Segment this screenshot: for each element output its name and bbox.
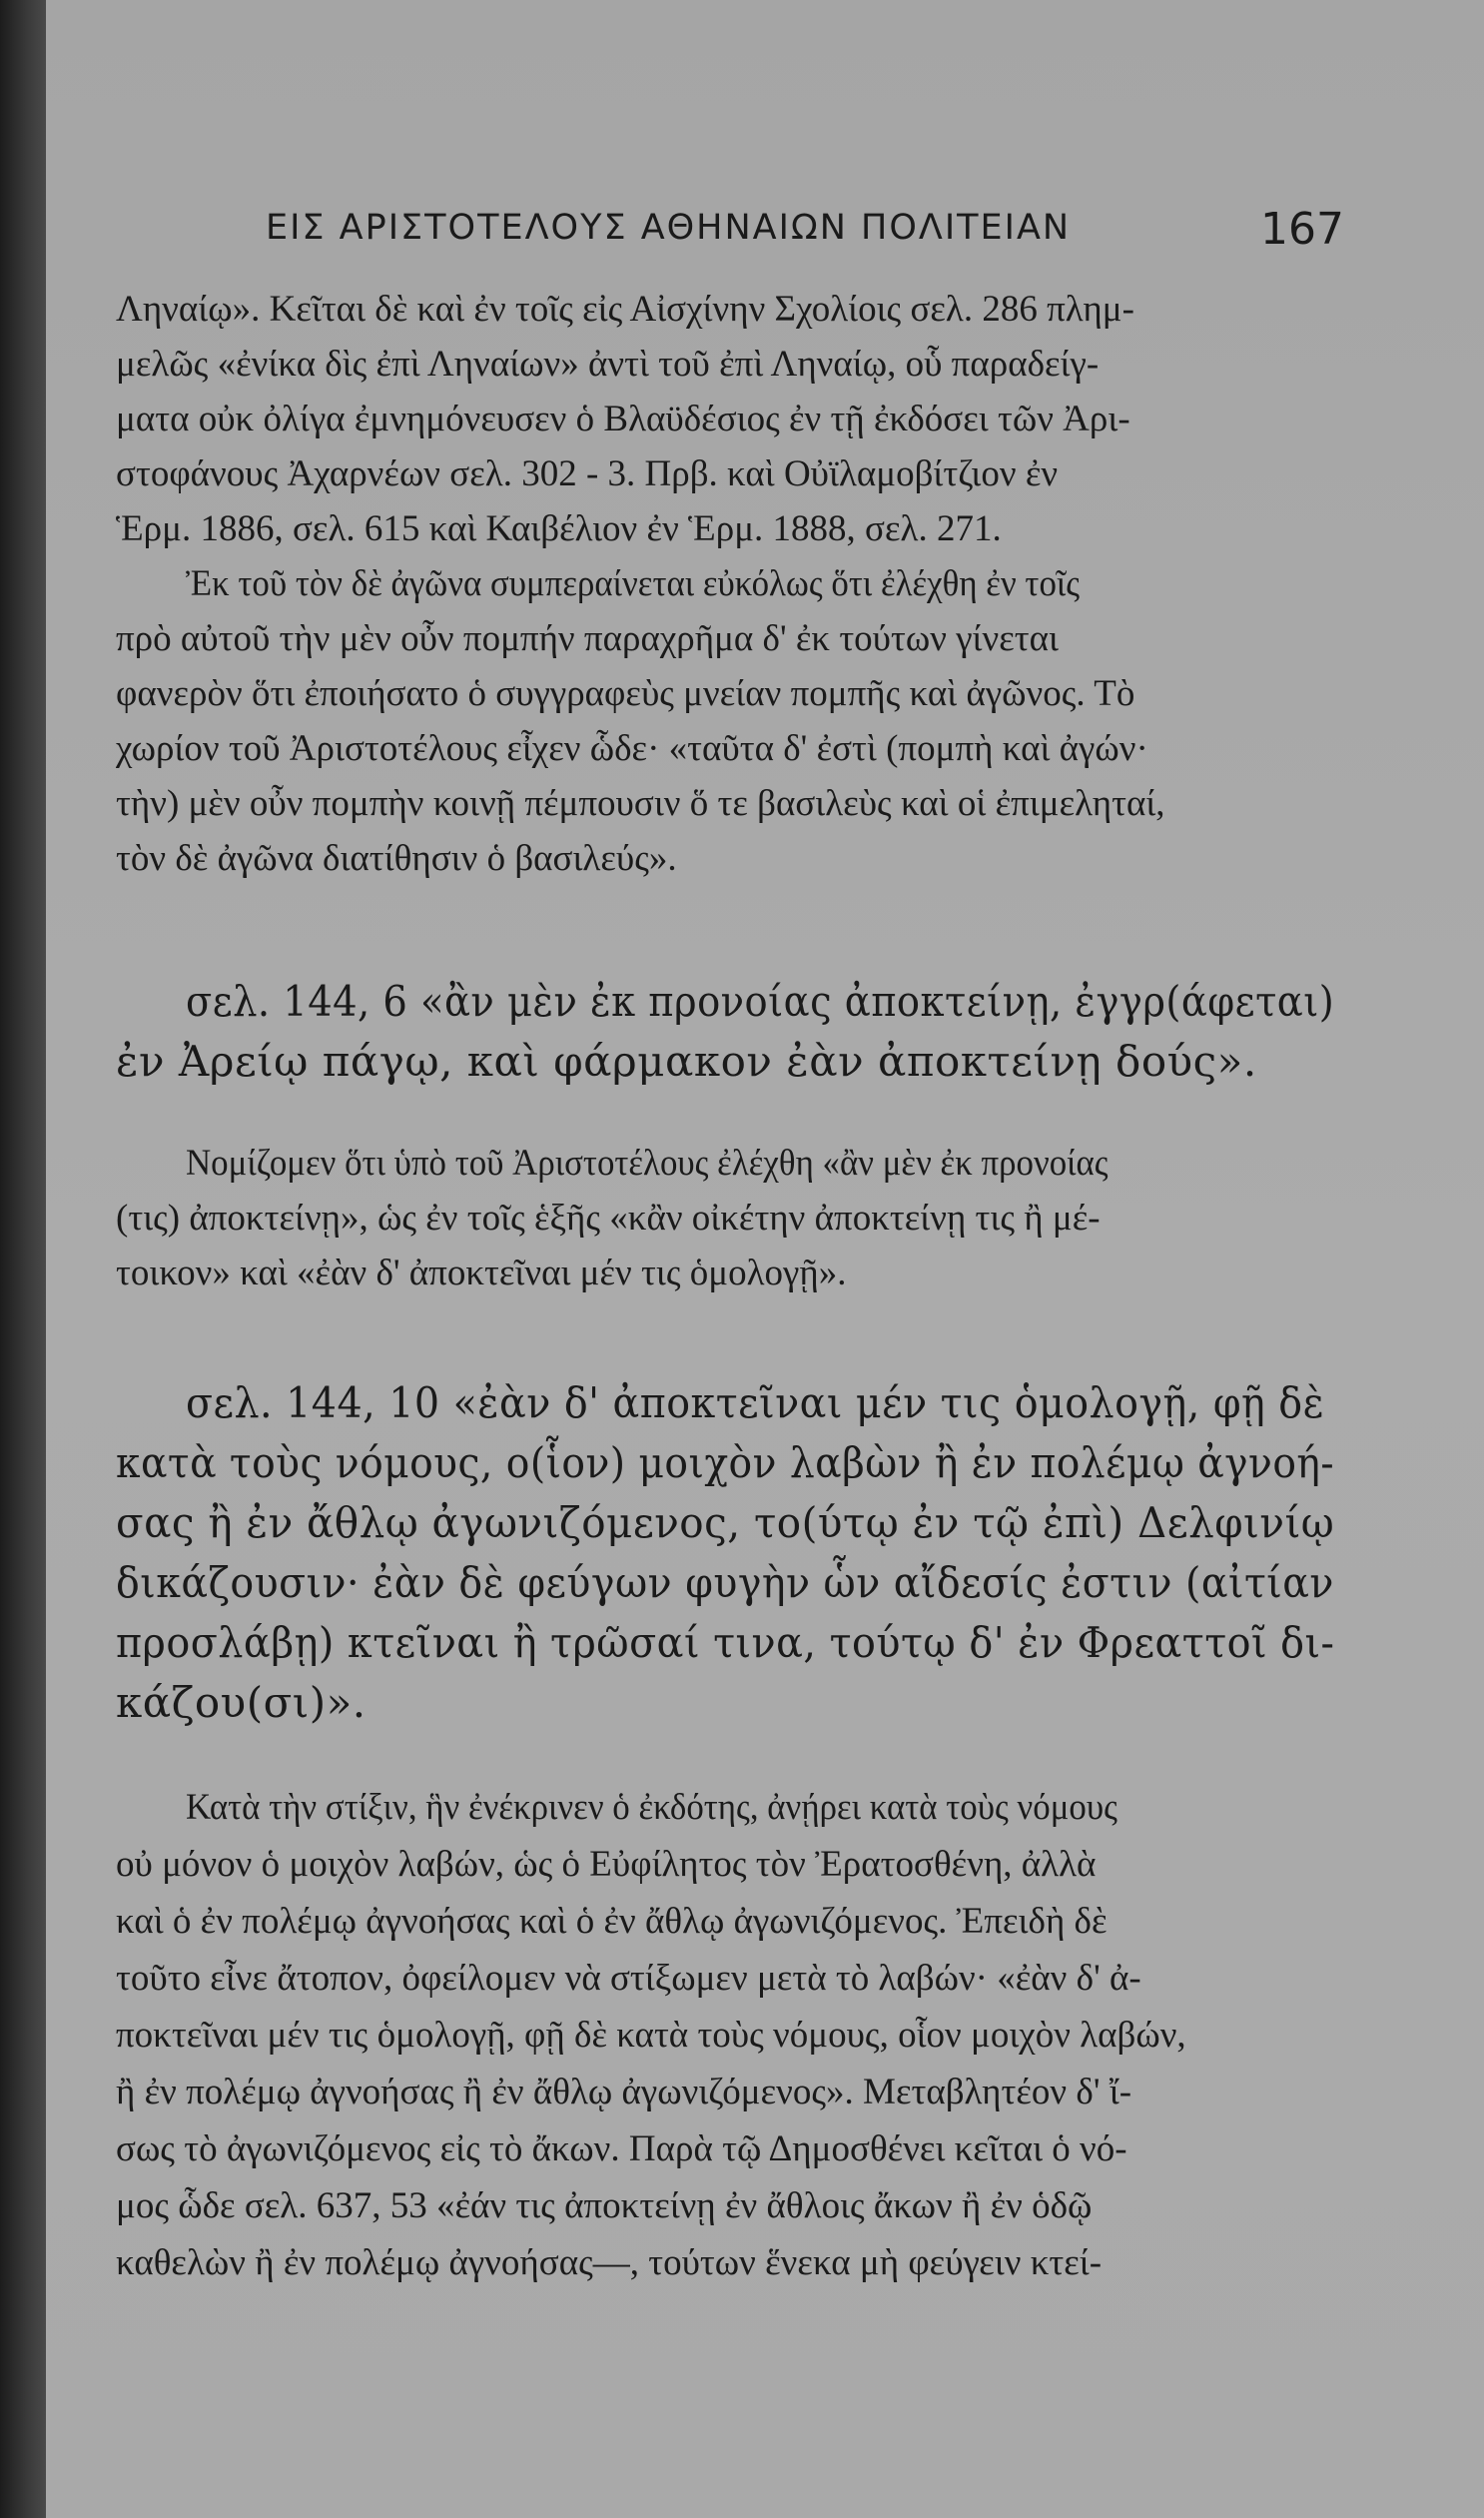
text-line: χωρίον τοῦ Ἀριστοτέλους εἶχεν ὧδε· «ταῦτα δ' ἐστὶ (πομπὴ καὶ ἀγών·	[116, 728, 1148, 769]
text-line: σας ἢ ἐν ἄθλῳ ἀγωνιζόμενος, το(ύτῳ ἐν τῷ ἐπὶ) Δελφινίῳ	[116, 1498, 1335, 1547]
text-line: ἐν Ἀρείῳ πάγῳ, καὶ φάρμακον ἐὰν ἀποκτείνῃ δούς».	[116, 1037, 1257, 1086]
text-line: μελῶς «ἐνίκα δὶς ἐπὶ Ληναίων» ἀντὶ τοῦ ἐπὶ Ληναίῳ, οὗ παραδείγ-	[116, 344, 1100, 385]
text-line: καθελὼν ἢ ἐν πολέμῳ ἀγνοήσας—, τούτων ἕνεκα μὴ φεύγειν κτεί-	[116, 2242, 1103, 2283]
text-line: ματα οὐκ ὀλίγα ἐμνημόνευσεν ὁ Βλαϋδέσιος ἐν τῇ ἐκδόσει τῶν Ἀρι-	[116, 399, 1130, 439]
text-line: Ληναίῳ». Κεῖται δὲ καὶ ἐν τοῖς εἰς Αἰσχίνην Σχολίοις σελ. 286 πλημ-	[116, 289, 1134, 330]
page-number: 167	[1260, 204, 1344, 255]
text-line: κάζου(σι)».	[116, 1678, 367, 1727]
text-line: καὶ ὁ ἐν πολέμῳ ἀγνοήσας καὶ ὁ ἐν ἄθλῳ ἀγωνιζόμενος. Ἐπειδὴ δὲ	[116, 1901, 1108, 1942]
text-line: Κατὰ τὴν στίξιν, ἣν ἐνέκρινεν ὁ ἐκδότης, ἀνῄρει κατὰ τοὺς νόμους	[186, 1787, 1117, 1828]
text-line: Ἐκ τοῦ τὸν δὲ ἀγῶνα συμπεραίνεται εὐκόλως ὅτι ἐλέχθη ἐν τοῖς	[186, 563, 1081, 604]
page-header	[46, 204, 1484, 268]
text-line: τὴν) μὲν οὖν πομπὴν κοινῇ πέμπουσιν ὅ τε βασιλεὺς καὶ οἱ ἐπιμεληταί,	[116, 783, 1165, 824]
text-line: στοφάνους Ἀχαρνέων σελ. 302 - 3. Πρβ. καὶ Οὐϊλαμοβίτζιον ἐν	[116, 453, 1059, 494]
text-line: τοικον» καὶ «ἐὰν δ' ἀποκτεῖναι μέν τις ὁμολογῇ».	[116, 1253, 847, 1293]
text-line: ποκτεῖναι μέν τις ὁμολογῇ, φῇ δὲ κατὰ τοὺς νόμους, οἷον μοιχὸν λαβών,	[116, 2015, 1186, 2056]
text-line: κατὰ τοὺς νόμους, ο(ἷον) μοιχὸν λαβὼν ἢ ἐν πολέμῳ ἀγνοή-	[116, 1438, 1335, 1487]
text-line: σελ. 144, 10 «ἐὰν δ' ἀποκτεῖναι μέν τις ὁμολογῇ, φῇ δὲ	[186, 1378, 1325, 1427]
text-line: ἢ ἐν πολέμῳ ἀγνοήσας ἢ ἐν ἄθλῳ ἀγωνιζόμενος». Μεταβλητέον δ' ἴ-	[116, 2072, 1132, 2112]
text-line: πρὸ αὐτοῦ τὴν μὲν οὖν πομπήν παραχρῆμα δ' ἐκ τούτων γίνεται	[116, 618, 1059, 659]
text-line: φανερὸν ὅτι ἐποιήσατο ὁ συγγραφεὺς μνείαν πομπῆς καὶ ἀγῶνος. Τὸ	[116, 673, 1135, 714]
text-line: τοῦτο εἶνε ἄτοπον, ὀφείλομεν νὰ στίξωμεν μετὰ τὸ λαβών· «ἐὰν δ' ἀ-	[116, 1958, 1141, 1999]
text-line: σως τὸ ἀγωνιζόμενος εἰς τὸ ἄκων. Παρὰ τῷ Δημοσθένει κεῖται ὁ νό-	[116, 2128, 1127, 2169]
text-line: Νομίζομεν ὅτι ὑπὸ τοῦ Ἀριστοτέλους ἐλέχθη «ἂν μὲν ἐκ προνοίας	[186, 1143, 1109, 1184]
book-page	[46, 0, 1484, 2518]
text-line: μος ὧδε σελ. 637, 53 «ἐάν τις ἀποκτείνῃ ἐν ἄθλοις ἄκων ἢ ἐν ὁδῷ	[116, 2185, 1093, 2226]
running-title: ΕΙΣ ΑΡΙΣΤΟΤΕΛΟΥΣ ΑΘΗΝΑΙΩΝ ΠΟΛΙΤΕΙΑΝ	[266, 208, 1072, 248]
text-line: τὸν δὲ ἀγῶνα διατίθησιν ὁ βασιλεύς».	[116, 838, 677, 879]
text-line: σελ. 144, 6 «ἂν μὲν ἐκ προνοίας ἀποκτείνῃ, ἐγγρ(άφεται)	[186, 977, 1335, 1026]
text-line: Ἑρμ. 1886, σελ. 615 καὶ Καιβέλιον ἐν Ἑρμ. 1888, σελ. 271.	[116, 508, 1002, 549]
book-binding-edge	[0, 0, 46, 2518]
text-line: προσλάβῃ) κτεῖναι ἢ τρῶσαί τινα, τούτῳ δ' ἐν Φρεαττοῖ δι-	[116, 1618, 1335, 1667]
text-line: δικάζουσιν· ἐὰν δὲ φεύγων φυγὴν ὧν αἴδεσίς ἐστιν (αἰτίαν	[116, 1558, 1334, 1607]
text-line: (τις) ἀποκτείνῃ», ὡς ἐν τοῖς ἑξῆς «κἂν οἰκέτην ἀποκτείνῃ τις ἢ μέ-	[116, 1198, 1101, 1239]
text-line: οὐ μόνον ὁ μοιχὸν λαβών, ὡς ὁ Εὐφίλητος τὸν Ἐρατοσθένη, ἀλλὰ	[116, 1844, 1097, 1885]
